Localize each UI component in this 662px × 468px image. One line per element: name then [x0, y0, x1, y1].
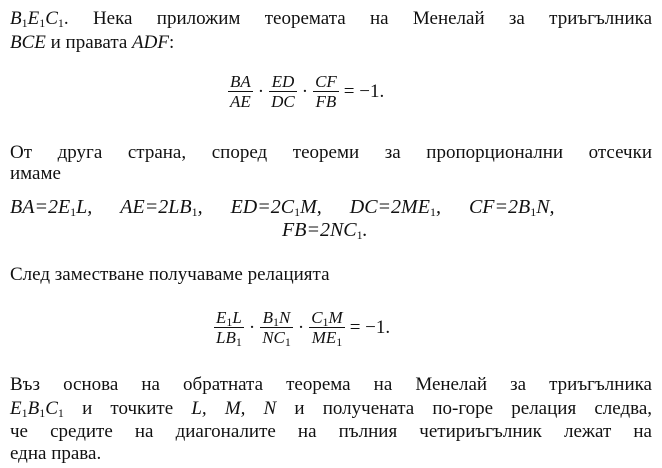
equality-ed: $ED=2C_1M$,: [230, 196, 322, 219]
menelaus-equation-2: $\frac{E_1L}{LB_1}$ · $\frac{B_1N}{NC_1}$ · $\frac{C_1M}{ME_1}$ = −1.: [216, 308, 391, 349]
paragraph-1-line-1: $B_1E_1C_1$. Нека приложим теоремата на Менелай за триъгълника: [10, 8, 652, 30]
line-adf: ADF: [132, 32, 169, 53]
menelaus-equation-1: $\frac{BA}{AE}$ · $\frac{ED}{DC}$ · $\frac{CF}{FB}$ = −1.: [230, 72, 385, 111]
paragraph-4-line-3: че средите на диагоналите на пълния четириъгълник лежат на: [10, 421, 652, 442]
equality-ba: $BA=2E_1L$,: [10, 196, 93, 219]
fraction-ba-ae: $\frac{BA}{AE}$: [230, 72, 251, 111]
paragraph-1-line-2: BCE и правата ADF:: [10, 32, 175, 53]
triangle-bce: BCE: [10, 32, 46, 53]
triangle-e1b1c1: $E_1B_1C_1$: [10, 398, 64, 420]
paragraph-1-text-1: Нека приложим теоремата на Менелай за триъгълника: [92, 8, 652, 29]
paragraph-1-text-2: и правата: [50, 32, 128, 53]
equality-cf: $CF=2B_1N$,: [468, 196, 555, 219]
fraction-c1m-me1: $\frac{C_1M}{ME_1}$: [311, 308, 343, 349]
segment-equalities-line-1: [10, 196, 555, 218]
segment-equalities-line-2: [282, 219, 368, 241]
paragraph-4-line-4: една права.: [10, 443, 102, 464]
equality-fb: $FB=2NC_1$.: [282, 219, 368, 242]
equality-dc: $DC=2ME_1$,: [349, 196, 441, 219]
fraction-cf-fb: $\frac{CF}{FB}$: [315, 72, 337, 111]
paragraph-4-line-1: Въз основа на обратната теорема на Менелай за триъгълника: [10, 374, 652, 395]
paragraph-2-line-2: имаме: [10, 163, 61, 184]
points-lmn: L, M, N: [191, 398, 277, 419]
fraction-ed-dc: $\frac{ED}{DC}$: [271, 72, 295, 111]
equation-2-rhs: = −1.: [349, 316, 391, 338]
fraction-b1n-nc1: $\frac{B_1N}{NC_1}$: [262, 308, 291, 349]
paragraph-3: След заместване получаваме релацията: [10, 264, 330, 285]
paragraph-2-line-1: От друга страна, според теореми за пропорционални отсечки: [10, 142, 652, 163]
triangle-b1e1c1: $B_1E_1C_1$: [10, 8, 64, 30]
fraction-e1l-lb1: $\frac{E_1L}{LB_1}$: [216, 308, 242, 349]
paragraph-4-line-2: $E_1B_1C_1$ и точките L, M, N и получената по-горе релация следва,: [10, 398, 653, 420]
equation-1-rhs: = −1.: [343, 80, 385, 102]
equality-ae: $AE=2LB_1$,: [120, 196, 203, 219]
